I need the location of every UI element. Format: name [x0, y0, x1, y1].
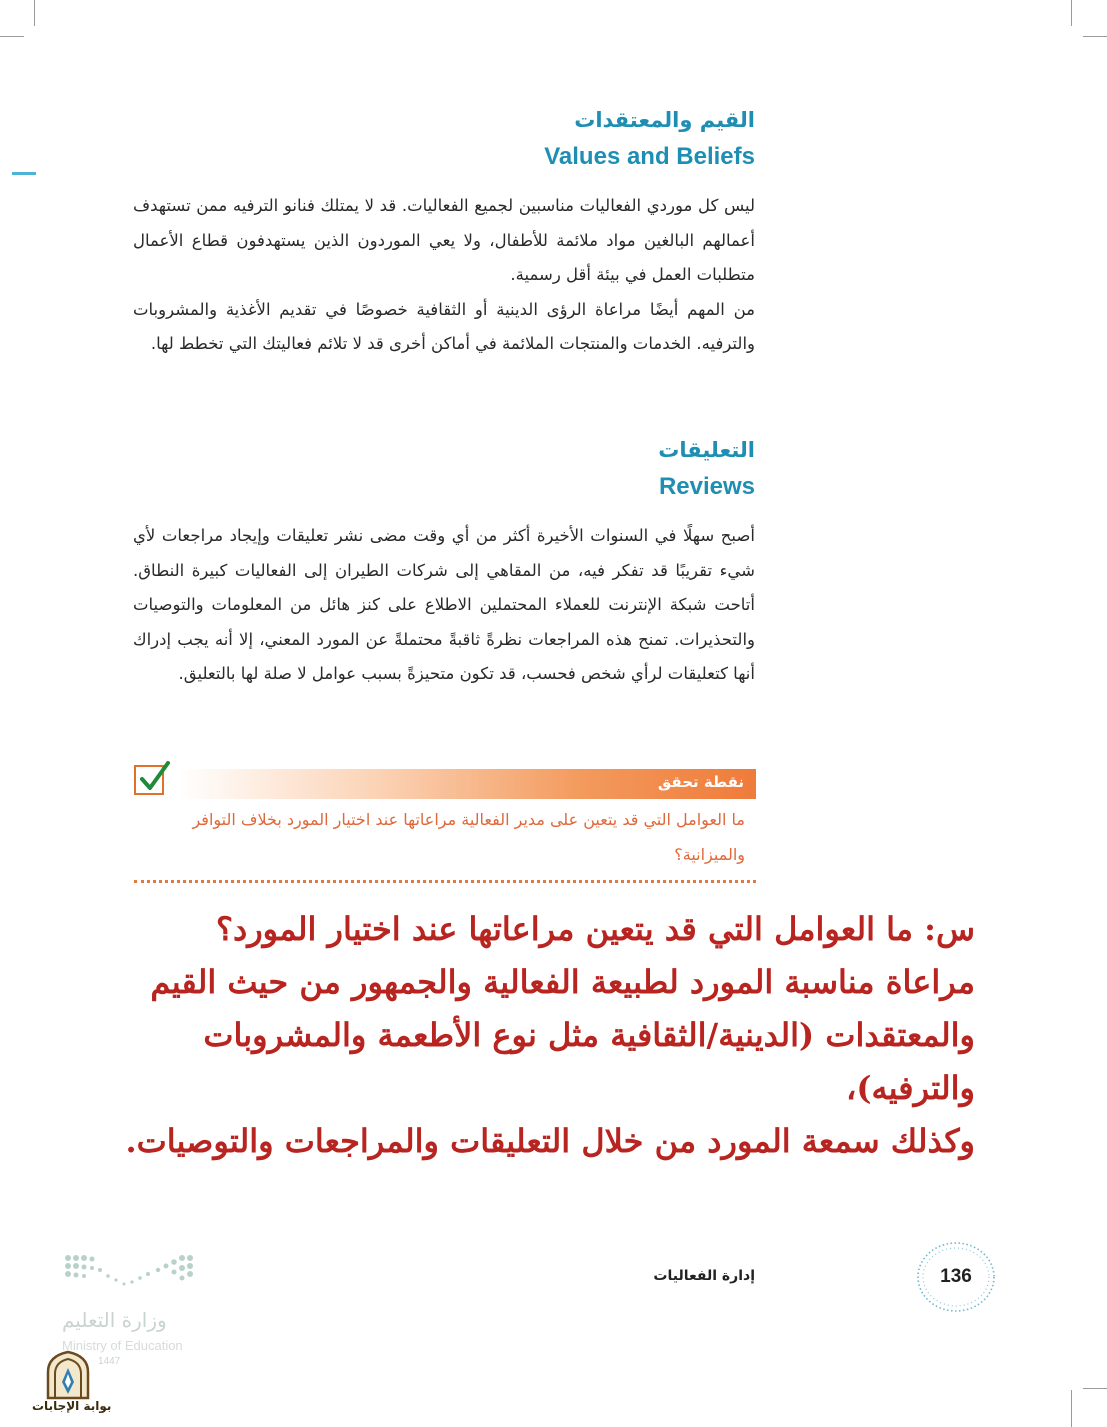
ministry-name-ar: وزارة التعليم — [62, 1308, 167, 1332]
margin-marker — [12, 172, 36, 175]
checkpoint-banner — [178, 769, 756, 799]
crop-mark — [0, 36, 24, 37]
answer-block — [115, 903, 975, 1168]
page-number: 136 — [940, 1266, 972, 1287]
watermark-emblem-icon — [44, 1350, 92, 1400]
ministry-logo-icon — [62, 1252, 198, 1292]
heading-reviews-ar: التعليقات — [658, 438, 755, 462]
checkmark-icon — [134, 757, 174, 797]
watermark-label: بوابة الإجابات — [32, 1399, 112, 1413]
heading-reviews-en: Reviews — [658, 473, 755, 500]
paragraph: ليس كل موردي الفعاليات مناسبين لجميع الفعاليات. قد لا يمتلك فنانو الترفيه ممن تستهدف أعمالهم البالغين مواد ملائمة للأطفال، ولا يعي الموردون الذين يستهدفون قطاع الأعمال متطلبات العمل في بيئة أقل رسمية. — [133, 196, 755, 284]
crop-mark — [1083, 36, 1107, 37]
page-number-badge — [914, 1240, 998, 1314]
answer-line: وكذلك سمعة المورد من خلال التعليقات والمراجعات والتوصيات. — [125, 1122, 975, 1160]
crop-mark — [1083, 1388, 1107, 1389]
section-values — [133, 106, 755, 362]
crop-mark — [1071, 0, 1072, 26]
checkpoint-label: نقطة تحقق — [657, 773, 744, 791]
answer-line: س: ما العوامل التي قد يتعين مراعاتها عند اختيار المورد؟ — [215, 910, 975, 948]
answer-line: مراعاة مناسبة المورد لطبيعة الفعالية والجمهور من حيث القيم — [150, 963, 975, 1001]
checkbox-icon — [134, 765, 164, 795]
heading-values-ar: القيم والمعتقدات — [574, 108, 755, 132]
crop-mark — [1071, 1390, 1072, 1427]
heading-values-en: Values and Beliefs — [544, 143, 755, 170]
book-title: إدارة الفعاليات — [653, 1268, 755, 1284]
dotted-divider — [134, 880, 756, 883]
ministry-year: 1447 — [98, 1356, 121, 1367]
answer-line: والمعتقدات (الدينية/الثقافية مثل نوع الأطعمة والمشروبات والترفيه)، — [203, 1016, 975, 1107]
crop-mark — [34, 0, 35, 26]
paragraph: من المهم أيضًا مراعاة الرؤى الدينية أو الثقافية خصوصًا في تقديم الأغذية والمشروبات والترفيه. الخدمات والمنتجات الملائمة في أماكن أخرى قد لا تلائم فعاليتك التي تخطط لها. — [133, 299, 755, 353]
checkpoint-question: ما العوامل التي قد يتعين على مدير الفعالية مراعاتها عند اختيار المورد بخلاف التوافر والميزانية؟ — [192, 810, 745, 864]
section-reviews — [133, 436, 755, 692]
paragraph: أصبح سهلًا في السنوات الأخيرة أكثر من أي وقت مضى نشر تعليقات وإيجاد مراجعات لأي شيء تقريبًا قد تفكر فيه، من المقاهي إلى شركات الطيران إلى الفعاليات كبيرة النطاق. أتاحت شبكة الإنترنت للعملاء المحتملين الاطلاع على كنز هائل من المعلومات والتوصيات والتحذيرات. تمنح هذه المراجعات نظرةً ثاقبةً محتملةً عن المورد المعني، إلا أنه يجب إدراك أنها كتعليقات لرأي شخص فحسب، قد تكون متحيزةً بسبب عوامل لا صلة لها بالتعليق. — [133, 526, 755, 683]
ministry-name-en: Ministry of Education — [62, 1338, 183, 1353]
